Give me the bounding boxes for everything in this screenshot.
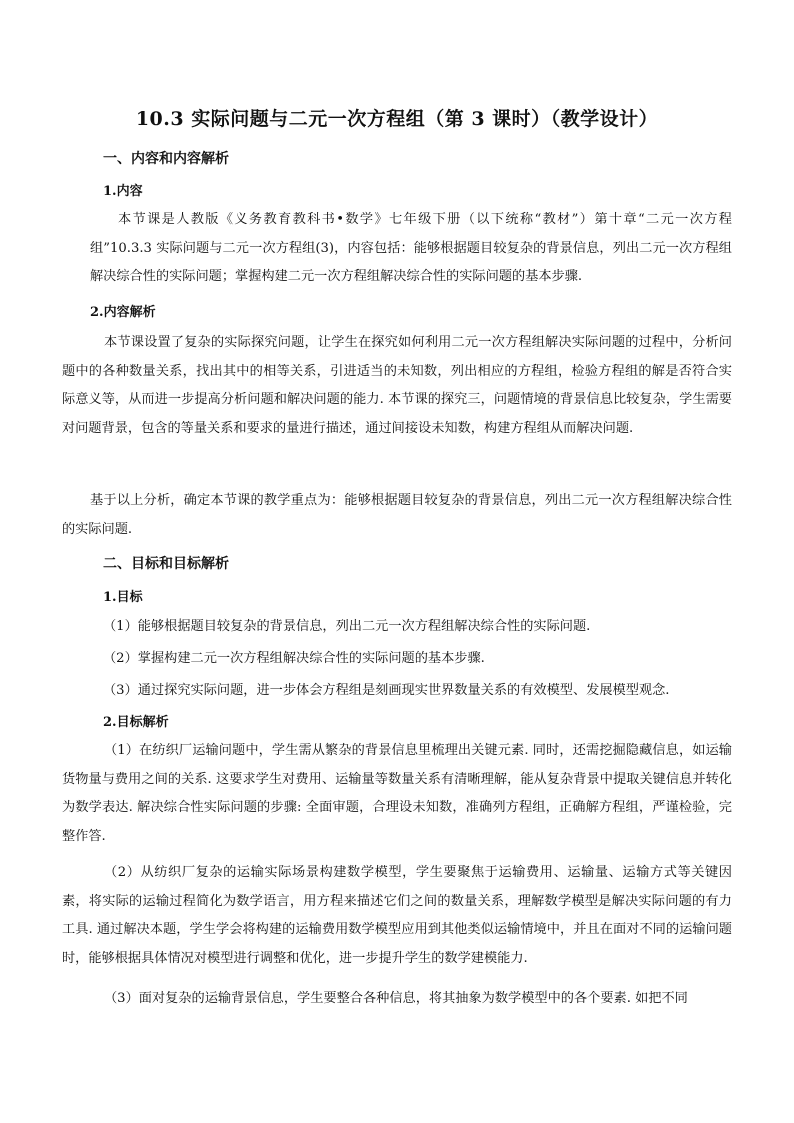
goal-item: （1）能够根据题目较复杂的背景信息，列出二元一次方程组解决综合性的实际问题. <box>103 619 591 634</box>
content-paragraph: 本节课是人教版《义务教育教科书•数学》七年级下册（以下统称“教材”）第十章“二元一次方程组”10.3.3 实际问题与二元一次方程组(3)，内容包括：能够根据题目较复杂的背景信息，列出二元一次方程组解决综合性的实际问题；掌握构建二元一次方程组解决综合性的实际问题的基本步骤. <box>90 212 732 285</box>
subsection-heading-goals: 1.目标 <box>103 590 143 605</box>
goal-analysis-paragraph: （2）从纺织厂复杂的运输实际场景构建数学模型，学生要聚焦于运输费用、运输量、运输方式等关键因素，将实际的运输过程简化为数学语言，用方程来描述它们之间的数量关系，理解数学模型是解决实际问题的有力工具. 通过解决本题，学生学会将构建的运输费用数学模型应用到其他类似运输情境中，并且在面对不同的运输问题时，能够根据具体情况对模型进行调整和优化，进一步提升学生的数学建模能力. <box>62 865 732 966</box>
page-title: 10.3 实际问题与二元一次方程组（第 3 课时）（教学设计） <box>135 108 659 130</box>
section-heading-content: 一、内容和内容解析 <box>103 151 229 167</box>
content-analysis-paragraph: 本节课设置了复杂的实际探究问题，让学生在探究如何利用二元一次方程组解决实际问题的过程中，分析问题中的各种数量关系，找出其中的相等关系，引进适当的未知数，列出相应的方程组，检验方程组的解是否符合实际意义等，从而进一步提高分析问题和解决问题的能力. 本节课的探究三，问题情境的背景信息比较复杂，学生需要对问题背景，包含的等量关系和要求的量进行描述，通过间接设未知数，构建方程组从而解决问题. <box>62 335 732 436</box>
subsection-heading-goal-analysis: 2.目标解析 <box>103 715 169 730</box>
section-heading-goals: 二、目标和目标解析 <box>103 556 229 572</box>
goal-analysis-paragraph: （1）在纺织厂运输问题中，学生需从繁杂的背景信息里梳理出关键元素. 同时，还需挖掘隐藏信息，如运输货物量与费用之间的关系. 这要求学生对费用、运输量等数量关系有清晰理解，能从复杂背景中提取关键信息并转化为数学表达. 解决综合性实际问题的步骤: 全面审题，合理设未知数，准确列方程组，正确解方程组，严谨检验，完整作答. <box>62 743 732 844</box>
goal-analysis-paragraph: （3）面对复杂的运输背景信息，学生要整合各种信息，将其抽象为数学模型中的各个要素. 如把不同 <box>104 991 688 1006</box>
teaching-focus-paragraph: 基于以上分析，确定本节课的教学重点为：能够根据题目较复杂的背景信息，列出二元一次方程组解决综合性的实际问题. <box>62 493 732 537</box>
goal-item: （2）掌握构建二元一次方程组解决综合性的实际问题的基本步骤. <box>103 651 485 666</box>
subsection-heading-content: 1.内容 <box>103 184 143 199</box>
subsection-heading-content-analysis: 2.内容解析 <box>90 305 156 320</box>
goal-item: （3）通过探究实际问题，进一步体会方程组是刻画现实世界数量关系的有效模型、发展模型观念. <box>103 683 670 698</box>
